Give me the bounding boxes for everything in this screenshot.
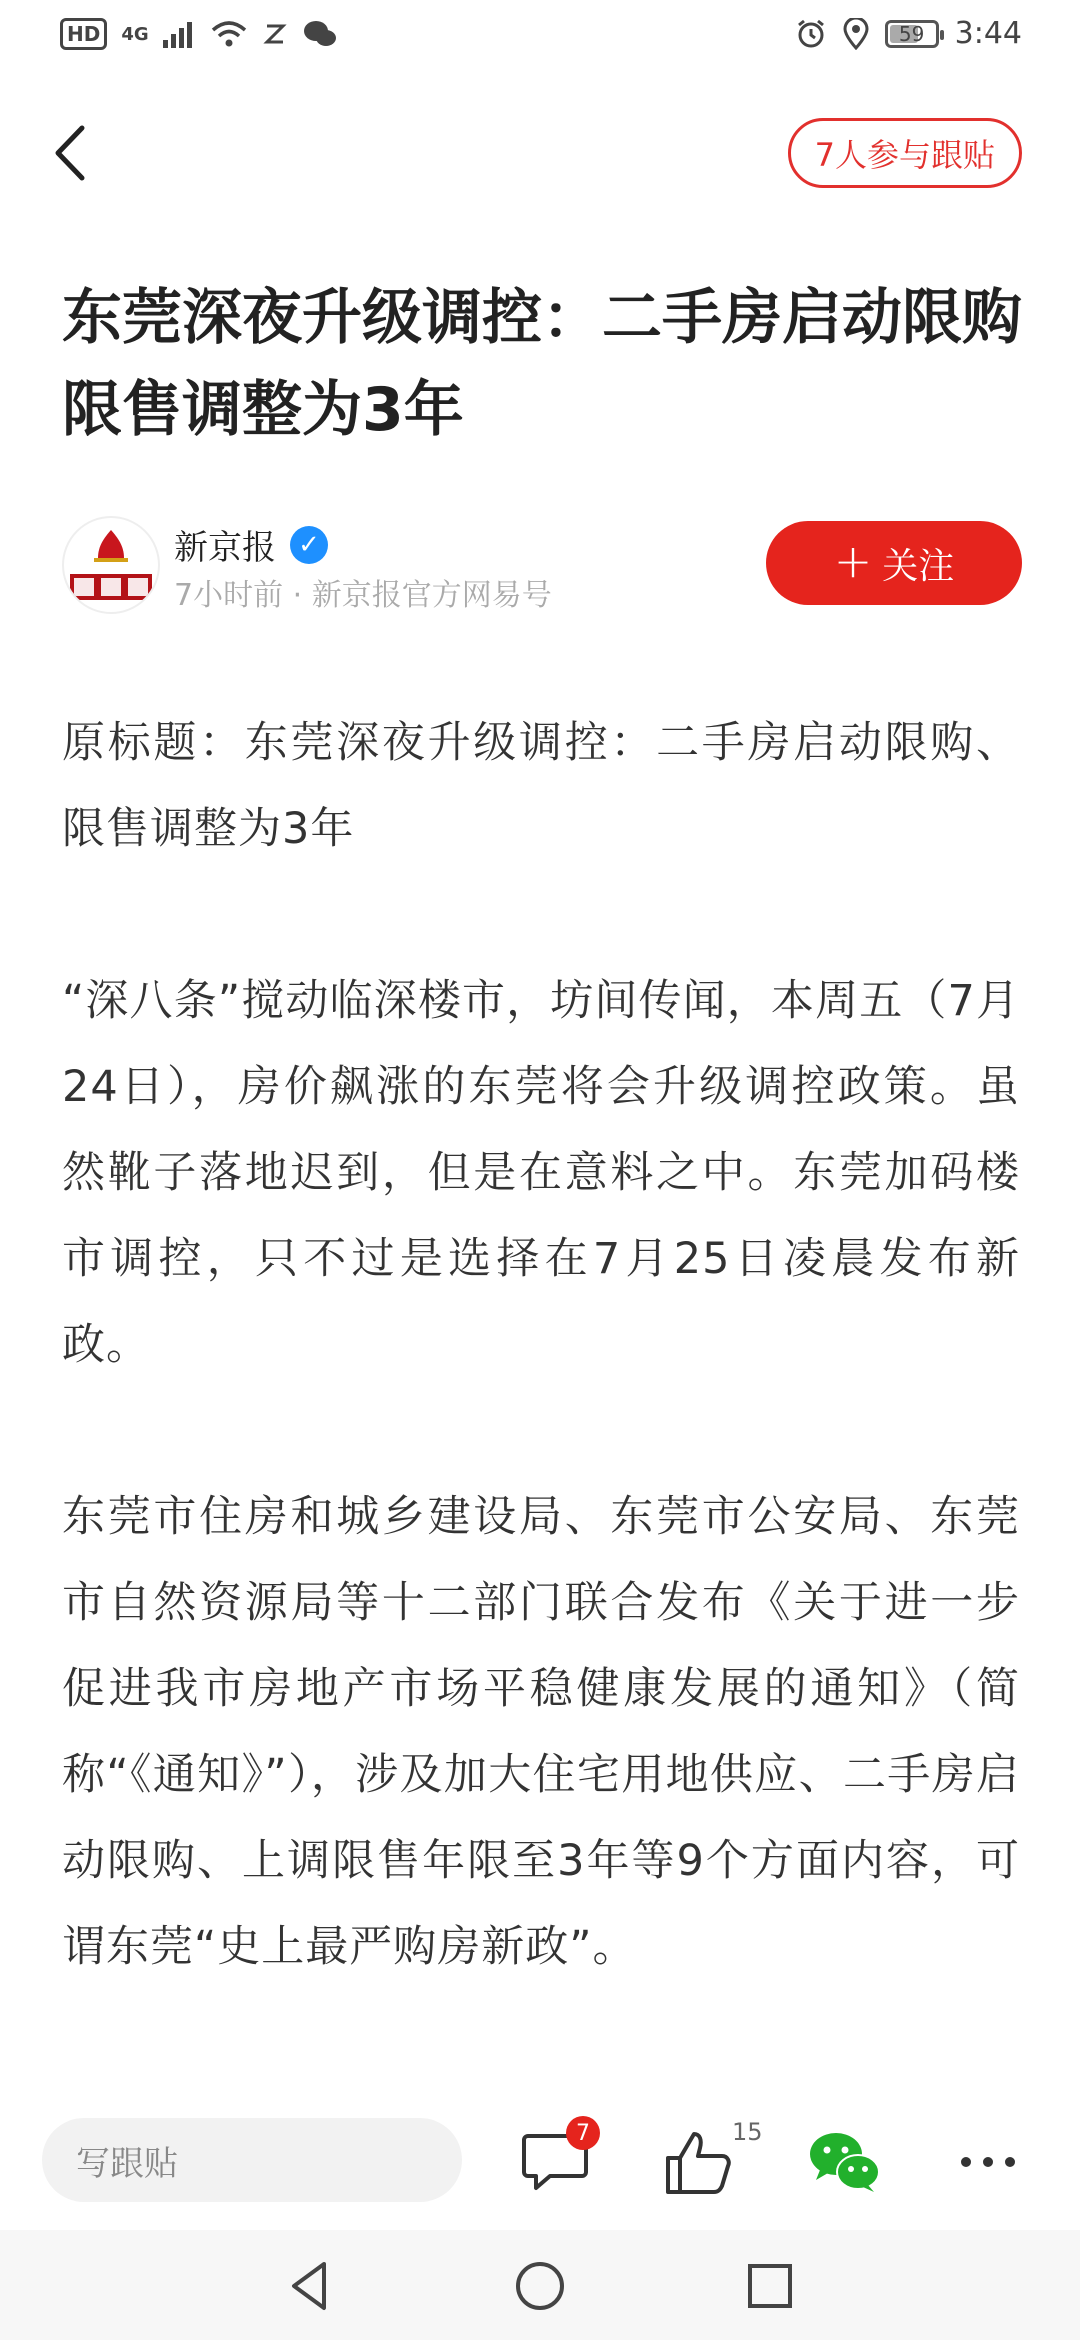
system-nav-bar [0,2230,1080,2340]
wifi-icon [211,20,247,48]
like-count: 15 [732,2118,763,2146]
wechat-notify-icon [303,20,337,48]
nav-home-icon[interactable] [510,2256,570,2316]
battery-indicator [885,20,939,48]
author-name[interactable]: 新京报 [174,528,276,568]
verified-check-icon: ✓ [290,526,328,564]
location-icon [843,18,869,50]
status-right [795,16,1022,51]
article-body [62,700,1020,2078]
battery-level: 59 [898,21,925,46]
comment-count-button[interactable]: 7人参与跟贴 [788,118,1022,188]
author-name-row[interactable] [174,520,328,569]
nav-recent-icon[interactable] [740,2256,800,2316]
thumbs-up-icon[interactable] [664,2128,736,2196]
article-title: 东莞深夜升级调控：二手房启动限购 限售调整为3年 [62,283,1022,445]
nav-back-icon[interactable] [280,2256,340,2316]
status-left [60,18,337,50]
data-saver-icon [261,20,289,48]
status-bar [0,0,1080,80]
follow-button[interactable] [766,521,1022,605]
clock: 3:44 [954,16,1022,51]
network-type: 4G [121,23,149,45]
alarm-icon [795,18,827,50]
hd-indicator: HD [60,18,107,50]
publisher-logo-icon [64,518,158,612]
chevron-left-icon [58,128,82,178]
more-dots-icon[interactable] [958,2150,1018,2174]
action-bar [0,2090,1080,2230]
comment-badge: 7 [566,2116,600,2150]
signal-icon [163,20,197,48]
plus-icon: + [833,534,873,588]
article-paragraph: 东莞市住房和城乡建设局、东莞市公安局、东莞市自然资源局等十二部门联合发布《关于进一步促进我市房地产市场平稳健康发展的通知》（简称“《通知》”），涉及加大住宅用地供应、二手房启动限购、上调限售年限至3年等9个方面内容，可谓东莞“史上最严购房新政”。 [62,1492,1020,1972]
article-meta: 7小时前 · 新京报官方网易号 [174,578,552,613]
back-button[interactable] [46,118,96,188]
wechat-icon[interactable] [808,2130,880,2194]
article-paragraph: 原标题：东莞深夜升级调控：二手房启动限购、限售调整为3年 [62,718,1020,854]
article-paragraph: “深八条”搅动临深楼市，坊间传闻，本周五（7月24日），房价飙涨的东莞将会升级调控政策。虽然靴子落地迟到，但是在意料之中。东莞加码楼市调控，只不过是选择在7月25日凌晨发布新政。 [62,976,1020,1370]
comment-input[interactable]: 写跟贴 [42,2118,462,2202]
avatar[interactable] [62,516,160,614]
follow-label: 关注 [882,545,955,587]
